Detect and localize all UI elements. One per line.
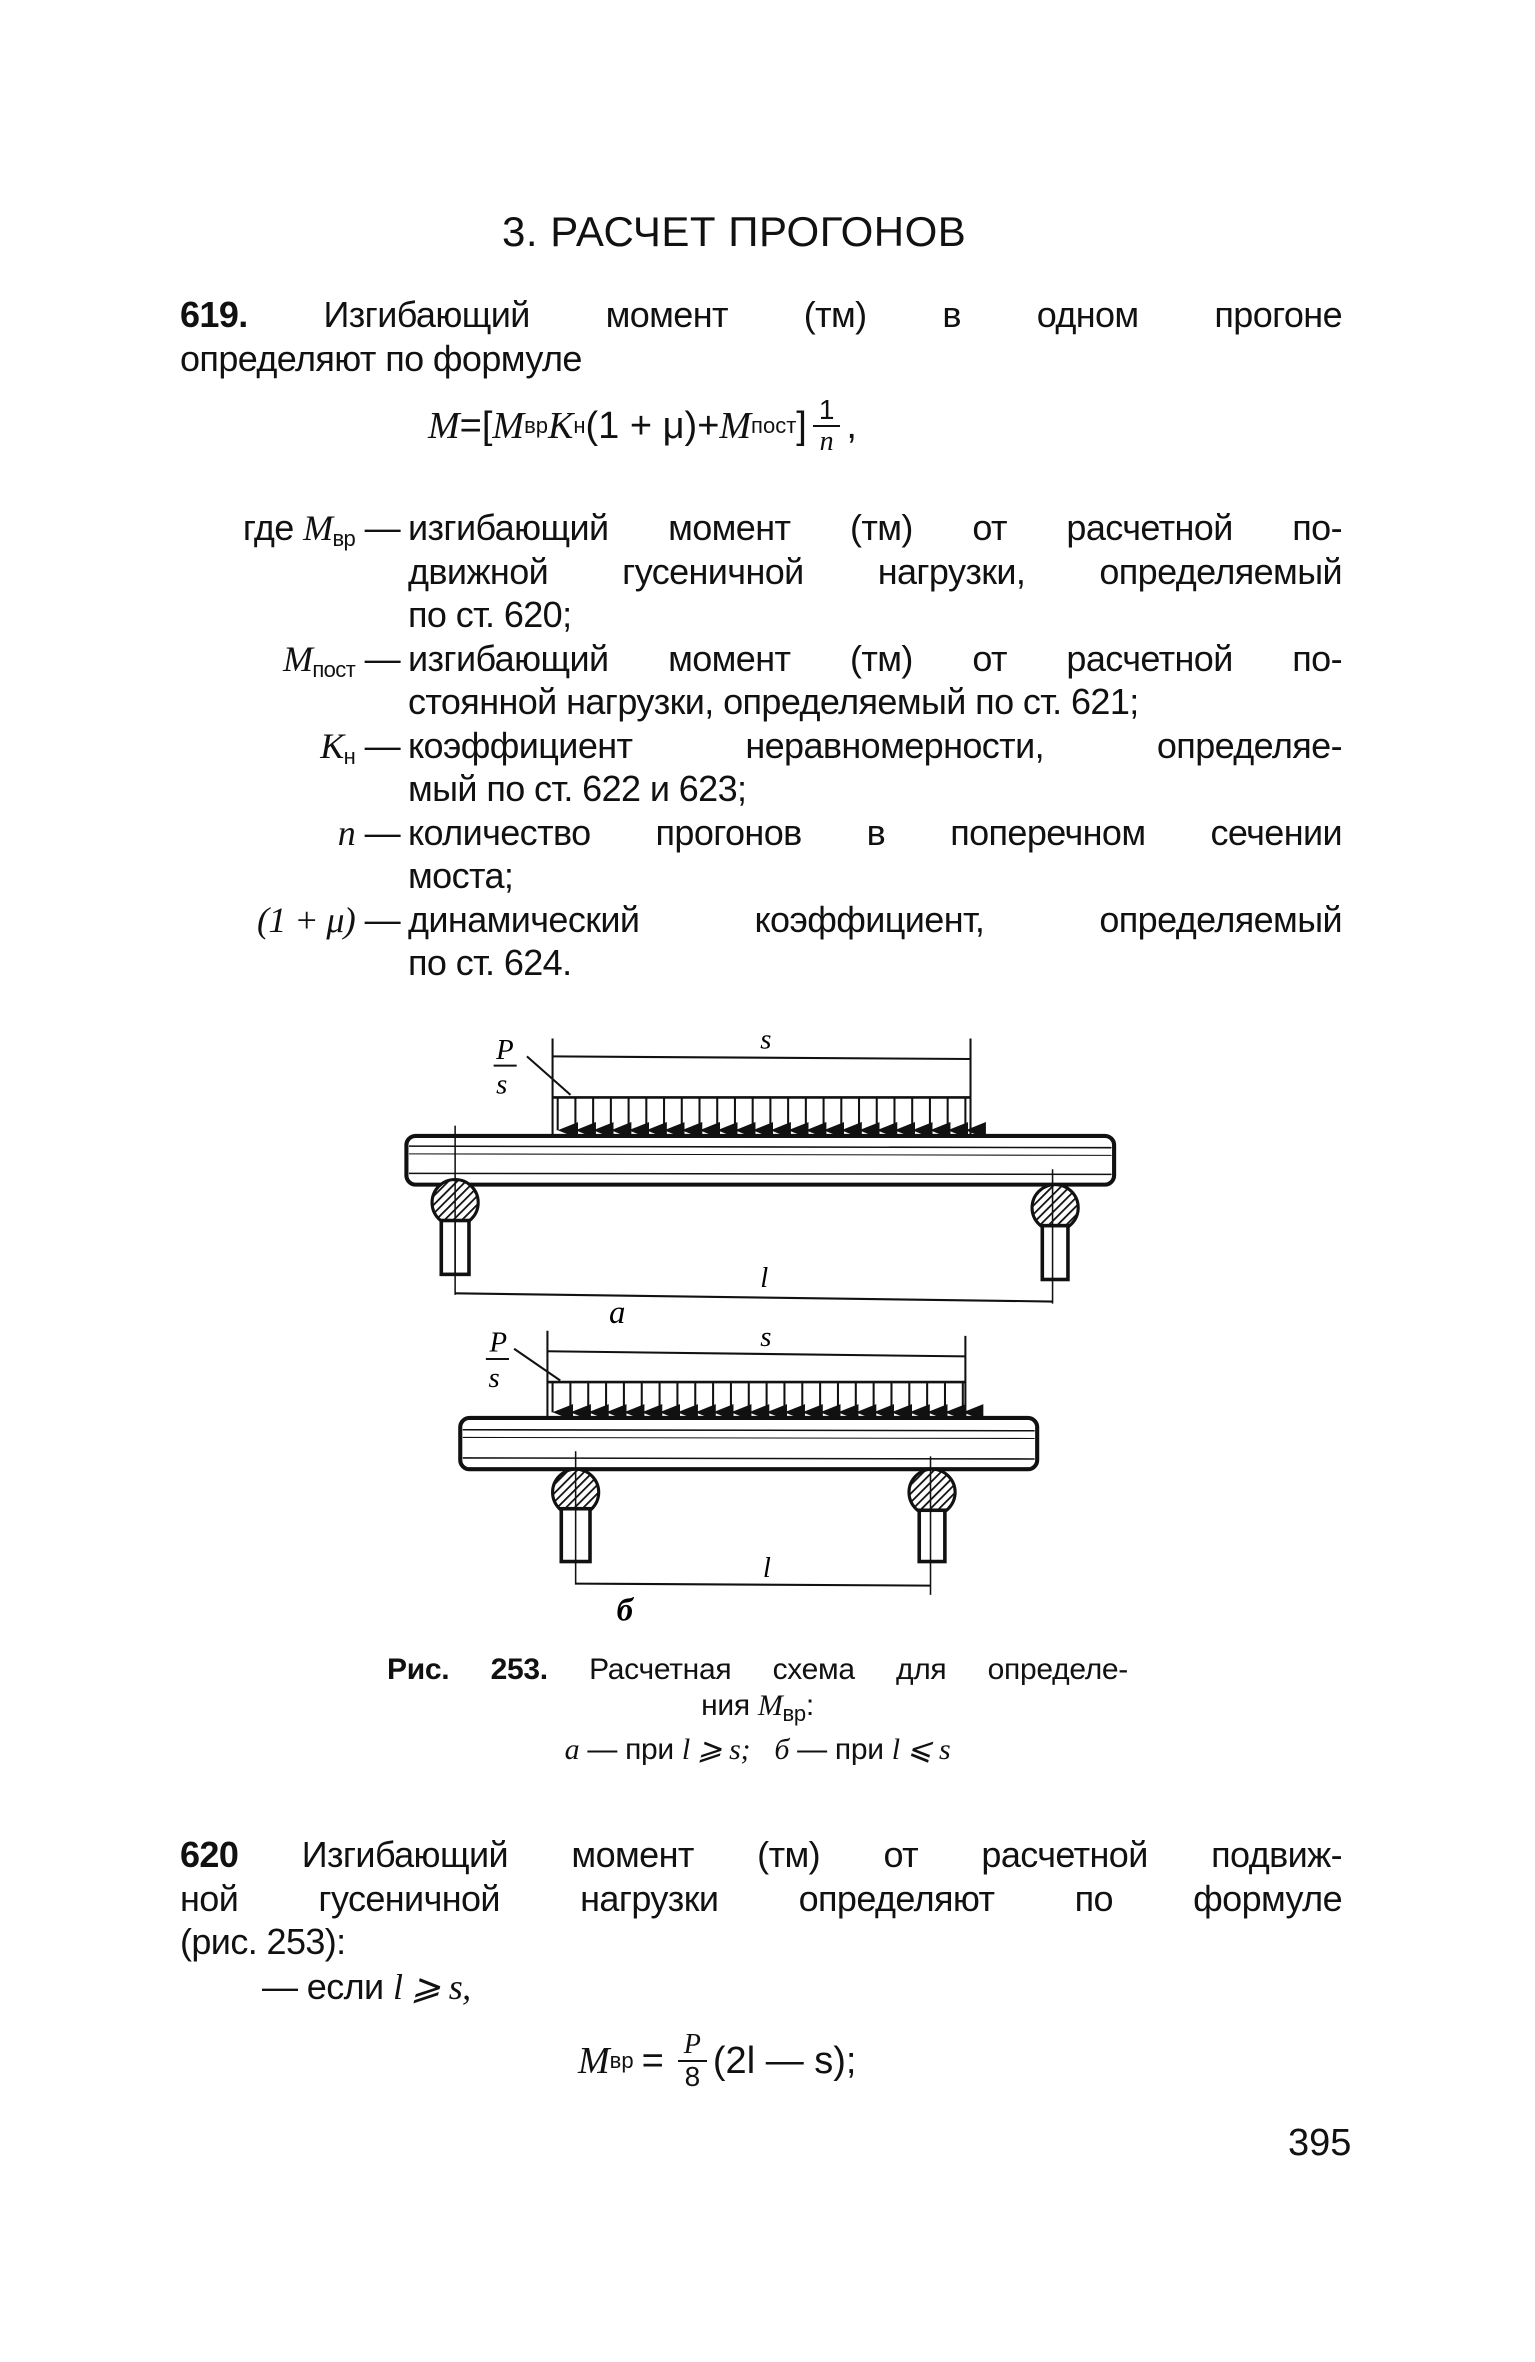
formula-subscript: вр [524, 413, 549, 438]
formula-symbol: M [578, 2040, 610, 2082]
paragraph-number: 619. [180, 294, 248, 335]
leader-line [527, 1056, 571, 1094]
figure-253 [350, 1000, 1150, 1660]
dimension-line-s [553, 1056, 971, 1059]
fraction-numerator: 1 [813, 395, 841, 427]
fraction-denominator: 8 [684, 2061, 701, 2092]
beam-line [463, 1458, 1035, 1459]
definition-line: моста; [408, 855, 514, 896]
case-text: — если [262, 1966, 393, 2007]
definition-line: коэффициент неравномерности, определяе- [408, 724, 1342, 766]
formula-op: ] [796, 404, 807, 447]
fraction-denominator: n [819, 426, 834, 457]
label-l: l [760, 1262, 769, 1295]
section-heading: 3. РАСЧЕТ ПРОГОНОВ [502, 208, 967, 255]
text: Изгибающий момент (тм) от расчетной подвиж- [301, 1834, 1342, 1875]
caption-line [387, 1652, 1128, 1688]
formula-op: [ [481, 404, 493, 447]
distributed-load-arrows [558, 1098, 966, 1130]
definition-item [180, 811, 1342, 898]
formula-symbol: K [548, 405, 574, 447]
distributed-load-arrows [553, 1383, 963, 1412]
text: Изгибающий момент (тм) в одном прогоне [323, 294, 1342, 335]
formula-op: + [697, 404, 720, 447]
label-s: s [760, 1023, 772, 1056]
caption-text: Расчетная схема для определе- [589, 1653, 1128, 1686]
definitions-list [180, 506, 1342, 985]
leader-line [514, 1349, 560, 1381]
definition-item [180, 637, 1342, 724]
formula-moment [428, 395, 857, 457]
term-symbol: K [320, 725, 344, 766]
formula-op: = [641, 2039, 664, 2082]
label-s-denominator: s [488, 1362, 500, 1395]
panel-label-b: б [616, 1592, 634, 1629]
definition-term [180, 811, 408, 855]
formula-symbol: M [428, 405, 460, 447]
paragraph-line: определяют по формуле [180, 337, 582, 379]
definition-term [180, 637, 408, 681]
definition-term [180, 724, 408, 768]
dimension-line-l [576, 1584, 931, 1586]
formula-subscript: н [573, 413, 586, 438]
figure-caption [387, 1652, 1128, 1768]
term-symbol: M [282, 638, 313, 679]
dimension-line-l [455, 1293, 1052, 1301]
label-p: P [489, 1326, 508, 1359]
formula-fraction [813, 395, 841, 457]
definition-line: по ст. 624. [408, 942, 572, 983]
formula-factor: (2l — s); [712, 2039, 857, 2082]
definition-line: изгибающий момент (тм) от расчетной по- [408, 637, 1342, 679]
definition-line: изгибающий момент (тм) от расчетной по- [408, 507, 1342, 548]
definition-item [180, 506, 1342, 637]
diagram-a [406, 1024, 1114, 1331]
term-subscript: вр [332, 526, 356, 551]
definition-line: мый по ст. 622 и 623; [408, 768, 747, 809]
paragraph-line [180, 1833, 1342, 1877]
formula-mvr [578, 2030, 856, 2092]
paragraph-line: ной гусеничной нагрузки определяют по формуле [180, 1877, 1342, 1919]
formula-symbol: M [492, 405, 525, 447]
paragraph-620 [180, 1833, 1342, 1964]
caption-line [387, 1688, 1128, 1732]
beam [460, 1418, 1037, 1469]
dash: — [364, 724, 400, 766]
case-condition [262, 1966, 471, 2008]
definition-item [180, 724, 1342, 811]
caption-text: ния [701, 1689, 758, 1722]
term-subscript: пост [312, 656, 356, 682]
caption-condition: l ⩾ s; [681, 1733, 751, 1766]
caption-label: Рис. 253. [387, 1653, 548, 1686]
paragraph-619 [180, 293, 1342, 380]
formula-subscript: пост [751, 413, 797, 438]
beam-line [463, 1430, 1035, 1431]
definition-term [180, 898, 408, 942]
formula-subscript: вр [609, 2048, 634, 2073]
formula-op: = [459, 404, 482, 447]
paragraph-line: (рис. 253): [180, 1921, 346, 1962]
formula-factor: (1 + μ) [585, 404, 698, 447]
dimension-line-s [547, 1351, 965, 1356]
label-p: P [496, 1033, 514, 1066]
fraction-numerator: P [678, 2030, 707, 2062]
definition-line: по ст. 620; [408, 594, 572, 635]
page-number: 395 [1288, 2122, 1352, 2164]
definition-item [180, 898, 1342, 985]
paragraph-line [180, 293, 1342, 337]
beam [406, 1136, 1114, 1185]
caption-symbol: M [757, 1689, 783, 1722]
formula-op: , [846, 404, 857, 447]
label-l: l [762, 1551, 771, 1584]
caption-symbol: б [774, 1733, 790, 1766]
caption-line [387, 1732, 1128, 1768]
label-s: s [760, 1321, 772, 1354]
dash: — [364, 811, 400, 853]
term-symbol: (1 + μ) [257, 899, 356, 940]
beam-line [409, 1173, 1112, 1174]
definition-line: движной гусеничной нагрузки, определяемый [408, 550, 1342, 592]
case-condition-expr: l ⩾ s, [392, 1967, 471, 2007]
dash: — [364, 507, 400, 548]
term-subscript: н [343, 743, 356, 769]
definition-line: стоянной нагрузки, определяемый по ст. 621; [408, 681, 1139, 722]
caption-text: — при [789, 1733, 892, 1766]
definition-line: количество прогонов в поперечном сечении [408, 811, 1342, 853]
support-post [919, 1510, 945, 1561]
dash: — [364, 898, 400, 940]
caption-text: : [805, 1689, 814, 1722]
term-symbol: n [337, 812, 356, 853]
formula-fraction [678, 2030, 707, 2092]
diagram-b [460, 1321, 1037, 1628]
definition-term [180, 506, 408, 550]
caption-symbol: а [564, 1733, 580, 1766]
label-s-denominator: s [496, 1068, 508, 1101]
term-prefix: где [242, 507, 304, 548]
caption-subscript: вр [782, 1701, 806, 1726]
caption-text: — при [579, 1733, 682, 1766]
definition-line: динамический коэффициент, определяемый [408, 898, 1342, 940]
paragraph-number: 620 [180, 1834, 239, 1875]
panel-label-a: а [608, 1295, 626, 1332]
dash: — [364, 637, 400, 679]
support-post [1042, 1226, 1068, 1280]
caption-condition: l ⩽ s [891, 1733, 951, 1766]
term-symbol: M [303, 508, 333, 548]
formula-symbol: M [719, 405, 752, 447]
